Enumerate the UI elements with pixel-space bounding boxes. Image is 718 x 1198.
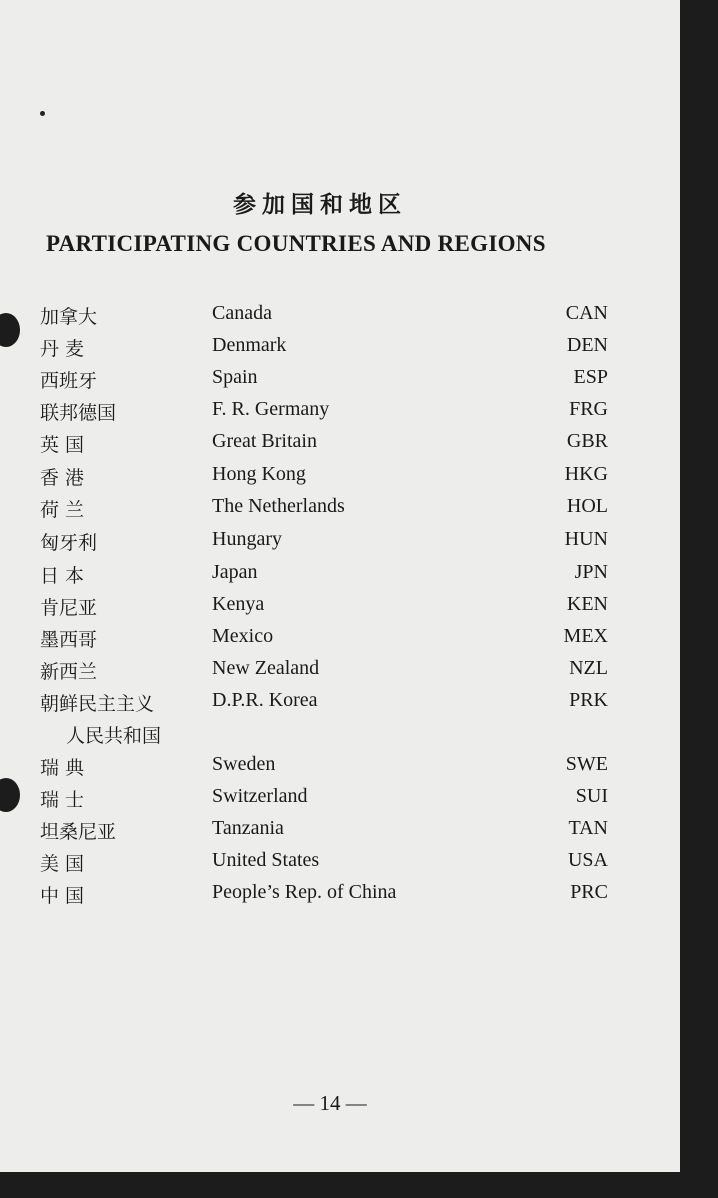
country-name-english: D.P.R. Korea: [212, 689, 318, 711]
country-name-english: Great Britain: [212, 430, 317, 452]
country-name-english: Hong Kong: [212, 463, 306, 485]
country-code: DEN: [566, 334, 608, 356]
country-name-chinese: 肯尼亚: [40, 597, 98, 619]
country-row: [0, 753, 680, 785]
country-code: PRK: [569, 689, 608, 711]
country-code: MEX: [563, 625, 608, 647]
country-row: [0, 561, 680, 593]
country-row: [0, 625, 680, 657]
country-name-english: United States: [212, 849, 320, 871]
country-name-english: Switzerland: [212, 785, 308, 807]
country-name-chinese: 香 港: [40, 467, 85, 489]
country-name-chinese: 西班牙: [40, 370, 98, 392]
country-name-english: Tanzania: [212, 817, 284, 839]
country-name-chinese: 坦桑尼亚: [40, 821, 117, 843]
country-code: NZL: [569, 657, 608, 679]
ink-dot: [40, 111, 45, 116]
country-code: GBR: [566, 430, 608, 452]
country-name-english: Kenya: [212, 593, 265, 615]
country-name-english: People’s Rep. of China: [212, 881, 397, 903]
country-row: [0, 817, 680, 849]
country-row: [0, 334, 680, 366]
country-row: [0, 657, 680, 689]
country-row: [0, 430, 680, 462]
country-name-chinese: 加拿大: [40, 306, 98, 328]
page-number: — 14 —: [293, 1091, 367, 1115]
country-name-chinese: 墨西哥: [40, 629, 98, 651]
country-name-chinese: 丹 麦: [40, 338, 85, 360]
country-row: [0, 398, 680, 430]
country-row: [0, 849, 680, 881]
country-row: [0, 785, 680, 817]
country-code: SWE: [565, 753, 608, 775]
country-name-english: Denmark: [212, 334, 287, 356]
page-title-chinese: 参加国和地区: [233, 192, 407, 218]
country-code: HUN: [564, 528, 608, 550]
country-code: HOL: [566, 495, 608, 517]
country-row: [0, 463, 680, 495]
country-name-chinese: 朝鲜民主主义: [40, 693, 155, 715]
country-row: [0, 881, 680, 913]
country-name-chinese: 瑞 士: [40, 789, 85, 811]
country-name-chinese: 美 国: [40, 853, 85, 875]
country-code: CAN: [565, 302, 608, 324]
country-name-english: The Netherlands: [212, 495, 345, 517]
country-code: SUI: [575, 785, 608, 807]
country-name-chinese: 人民共和国: [66, 725, 162, 747]
country-code: USA: [567, 849, 608, 871]
country-name-chinese: 日 本: [40, 565, 85, 587]
country-code: FRG: [569, 398, 608, 420]
country-code: KEN: [566, 593, 608, 615]
country-row: [0, 721, 680, 753]
country-name-chinese: 匈牙利: [40, 532, 98, 554]
country-name-english: Canada: [212, 302, 272, 324]
country-name-english: New Zealand: [212, 657, 320, 679]
page-title-english: PARTICIPATING COUNTRIES AND REGIONS: [46, 231, 546, 256]
country-name-chinese: 联邦德国: [40, 402, 117, 424]
country-row: [0, 689, 680, 721]
country-code: HKG: [564, 463, 608, 485]
country-row: [0, 302, 680, 334]
country-name-english: Hungary: [212, 528, 282, 550]
country-name-english: F. R. Germany: [212, 398, 330, 420]
country-row: [0, 593, 680, 625]
country-code: JPN: [574, 561, 608, 583]
country-name-chinese: 英 国: [40, 434, 85, 456]
country-row: [0, 495, 680, 527]
country-row: [0, 528, 680, 560]
country-name-chinese: 瑞 典: [40, 757, 85, 779]
country-name-chinese: 新西兰: [40, 661, 98, 683]
country-name-chinese: 荷 兰: [40, 499, 85, 521]
country-row: [0, 366, 680, 398]
country-name-english: Japan: [212, 561, 258, 583]
country-code: TAN: [568, 817, 608, 839]
country-name-english: Spain: [212, 366, 258, 388]
country-name-chinese: 中 国: [40, 885, 85, 907]
country-code: PRC: [570, 881, 608, 903]
country-name-english: Mexico: [212, 625, 274, 647]
country-code: ESP: [573, 366, 608, 388]
country-name-english: Sweden: [212, 753, 276, 775]
